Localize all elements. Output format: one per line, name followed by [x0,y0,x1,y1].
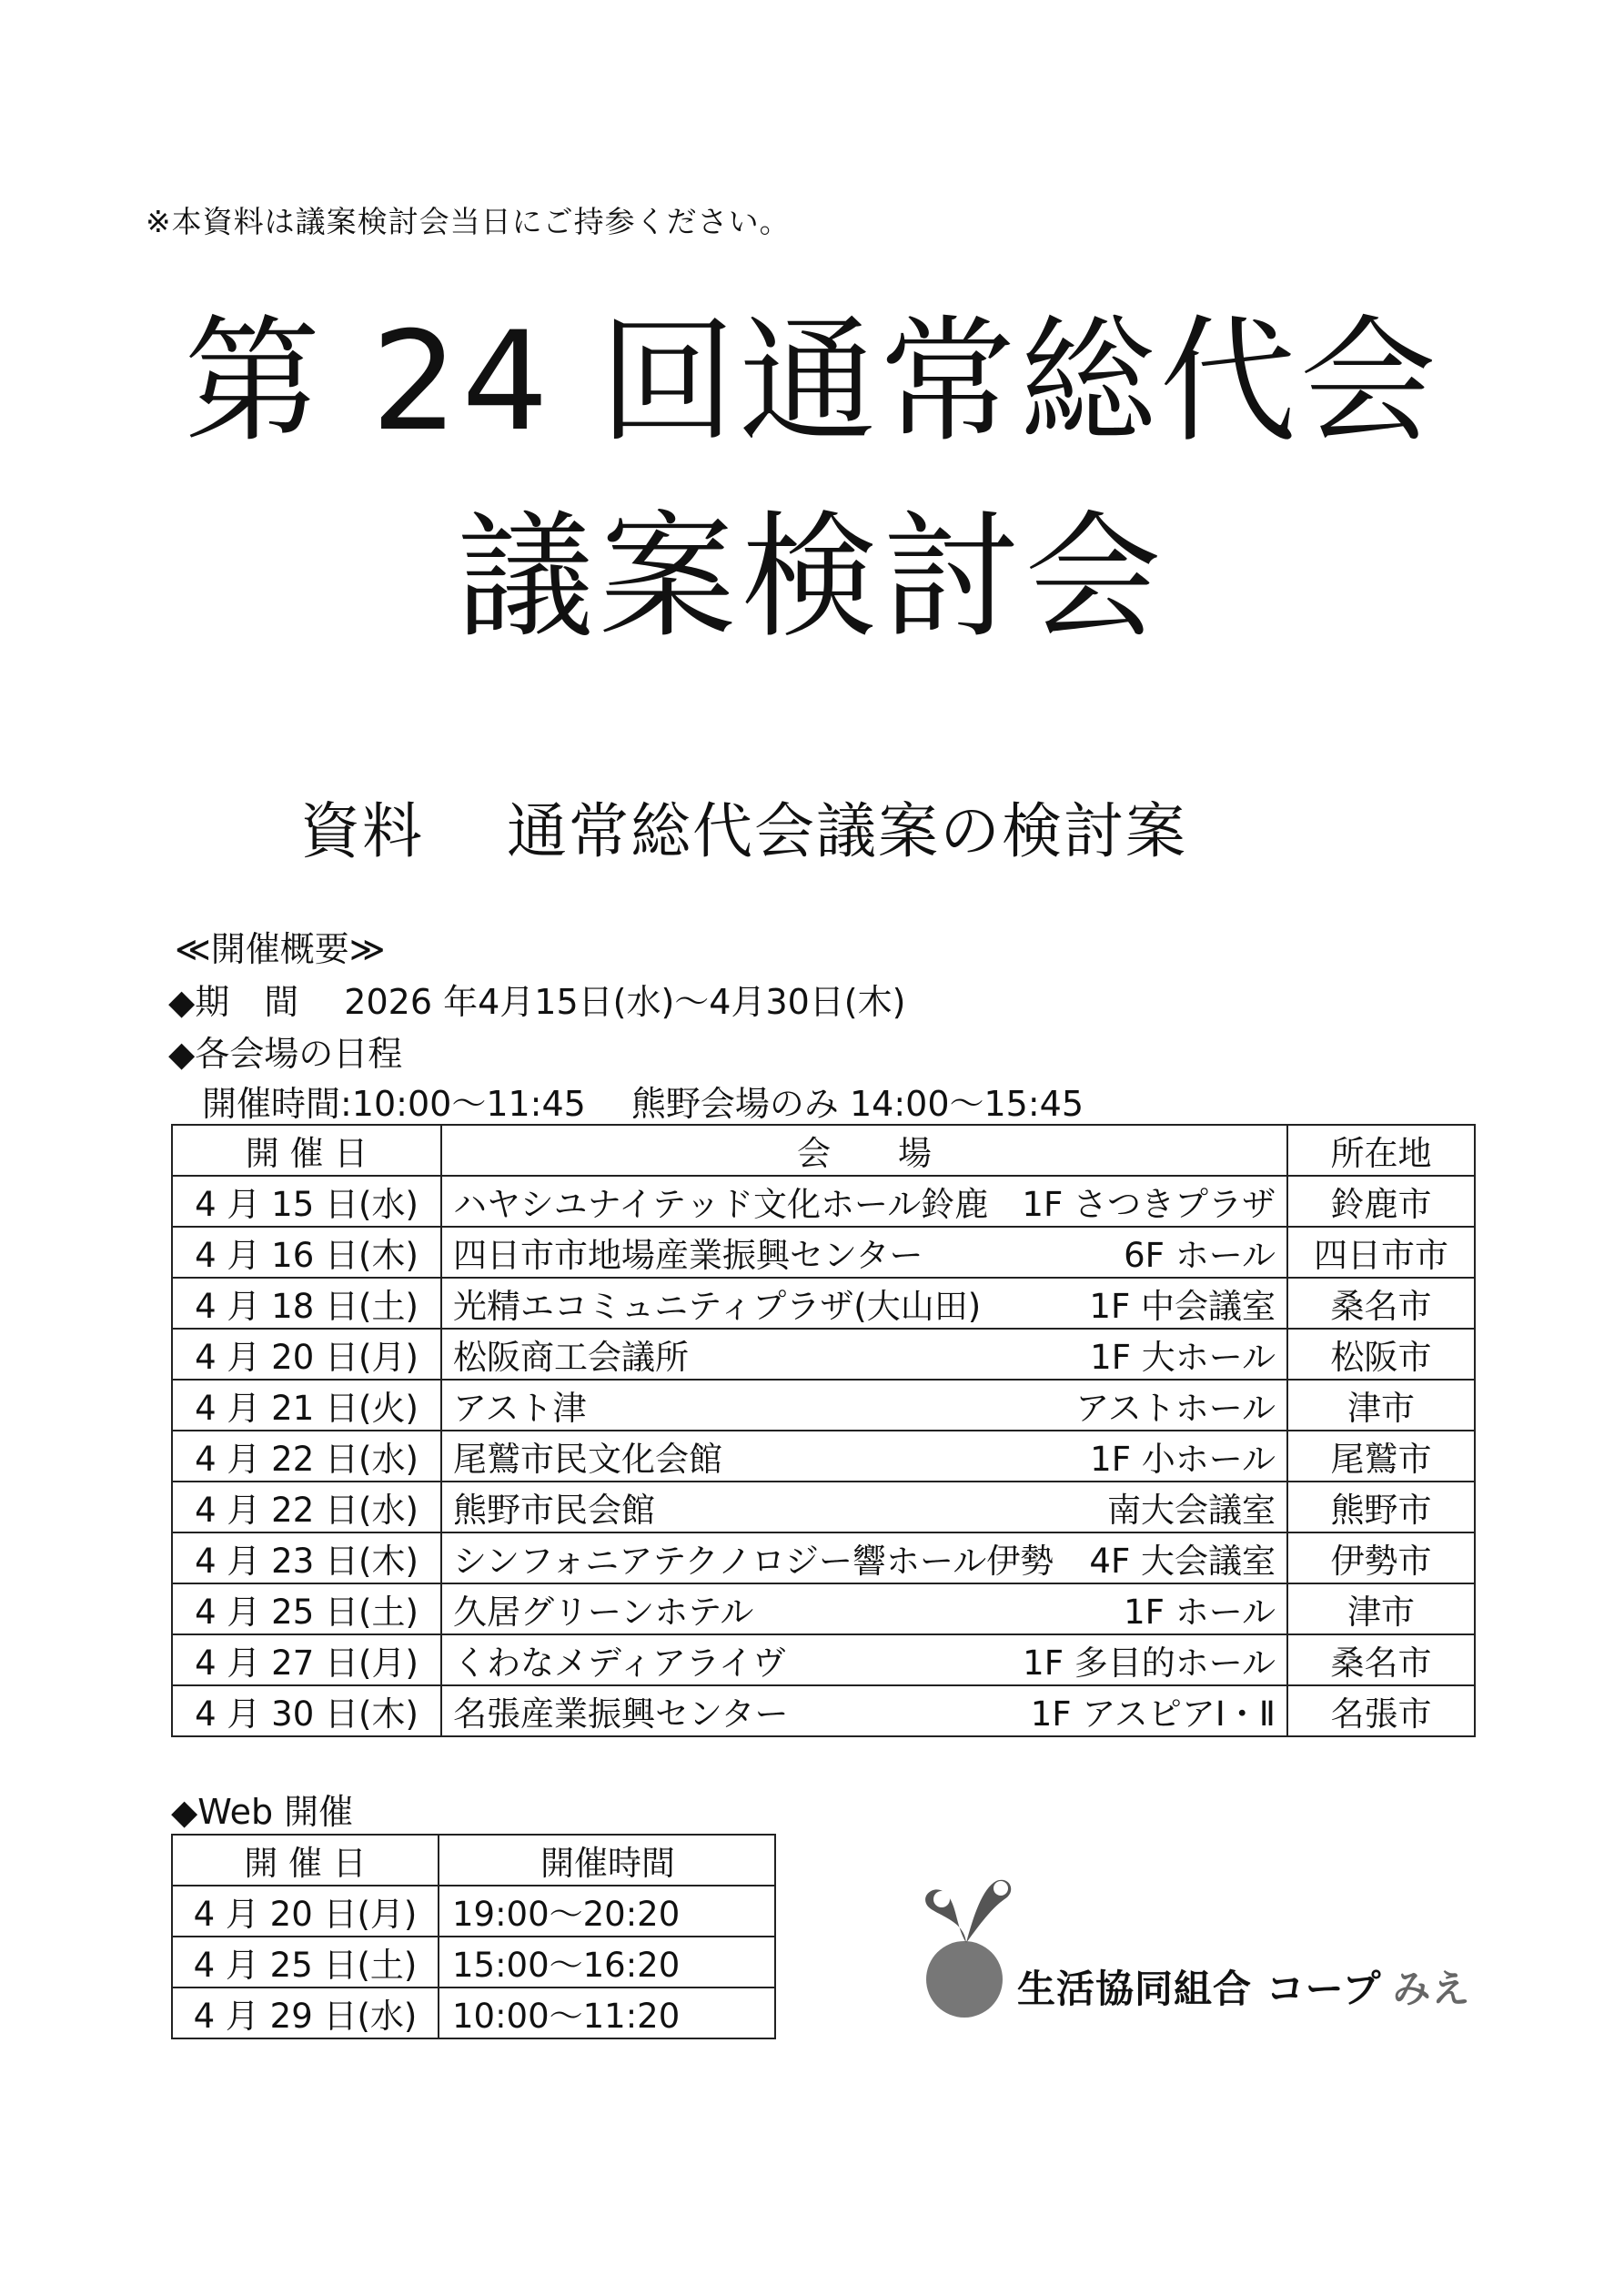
row-city: 鈴鹿市 [1287,1176,1475,1227]
row-date: 4 月 22 日(水) [172,1482,441,1532]
row-date: 4 月 30 日(木) [172,1685,441,1736]
row-date: 4 月 15 日(水) [172,1176,441,1227]
row-room: 4F 大会議室 [1089,1542,1276,1581]
row-venue-cell [441,1380,1287,1431]
row-city: 四日市市 [1287,1227,1475,1278]
web-table-header [172,1835,775,1886]
table-row [172,1685,1475,1736]
table-row [172,1634,1475,1685]
row-date: 4 月 23 日(木) [172,1532,441,1583]
row-date: 4 月 25 日(土) [172,1583,441,1634]
venue-table [171,1124,1476,1737]
row-room: 1F 大ホール [1090,1338,1276,1377]
web-row-date: 4 月 29 日(水) [172,1988,439,2038]
row-venue: 光精エコミュニティプラザ(大山田) [453,1287,982,1326]
row-room: 南大会議室 [1107,1491,1276,1530]
row-city: 桑名市 [1287,1634,1475,1685]
row-room: 6F ホール [1124,1236,1276,1275]
row-date: 4 月 18 日(土) [172,1278,441,1329]
row-venue: 熊野市民会館 [453,1491,655,1530]
header-city: 所在地 [1287,1125,1475,1176]
web-row-time: 15:00～16:20 [439,1937,775,1988]
row-venue: くわなメディアライヴ [453,1644,786,1683]
row-city: 桑名市 [1287,1278,1475,1329]
row-venue: 名張産業振興センター [453,1694,789,1734]
table-row [172,1329,1475,1380]
row-city: 熊野市 [1287,1482,1475,1532]
organization-name [1017,1959,1471,2014]
row-venue: シンフォニアテクノロジー響ホール伊勢 [453,1542,1054,1581]
row-venue-cell [441,1583,1287,1634]
row-room: 1F アスピアⅠ・Ⅱ [1030,1694,1276,1734]
row-venue: ハヤシユナイテッド文化ホール鈴鹿 [453,1185,989,1224]
row-venue-cell [441,1278,1287,1329]
row-date: 4 月 21 日(火) [172,1380,441,1431]
web-table [171,1834,776,2039]
table-row [172,1988,775,2038]
main-title-line2: 議案検討会 [457,499,1167,657]
row-room: 1F 中会議室 [1089,1287,1276,1326]
row-venue: 尾鷲市民文化会館 [453,1440,722,1479]
web-row-time: 19:00～20:20 [439,1886,775,1937]
venue-table-header [172,1125,1475,1176]
row-venue-cell [441,1634,1287,1685]
table-row [172,1176,1475,1227]
table-row [172,1431,1475,1482]
row-city: 津市 [1287,1583,1475,1634]
row-date: 4 月 20 日(月) [172,1329,441,1380]
subtitle: 資料 通常総代会議案の検討案 [300,796,1187,866]
web-row-date: 4 月 25 日(土) [172,1937,439,1988]
web-row-date: 4 月 20 日(月) [172,1886,439,1937]
row-city: 尾鷲市 [1287,1431,1475,1482]
table-row [172,1278,1475,1329]
row-date: 4 月 22 日(水) [172,1431,441,1482]
period-line: ◆期 間 2026 年4月15日(水)～4月30日(木) [168,982,906,1022]
web-header-date: 開 催 日 [172,1835,439,1886]
row-city: 名張市 [1287,1685,1475,1736]
row-room: アストホール [1075,1389,1276,1428]
row-venue-cell [441,1685,1287,1736]
row-date: 4 月 16 日(木) [172,1227,441,1278]
row-room: 1F ホール [1124,1593,1276,1632]
header-date: 開 催 日 [172,1125,441,1176]
web-header-time: 開催時間 [439,1835,775,1886]
table-row [172,1583,1475,1634]
row-venue: 松阪商工会議所 [453,1338,689,1377]
schedule-heading: ◆各会場の日程 [168,1034,403,1074]
table-row [172,1227,1475,1278]
row-venue-cell [441,1482,1287,1532]
row-room: 1F 多目的ホール [1023,1644,1276,1683]
row-room: 1F 小ホール [1090,1440,1276,1479]
row-city: 伊勢市 [1287,1532,1475,1583]
outline-heading: ≪開催概要≫ [175,929,386,969]
row-city: 松阪市 [1287,1329,1475,1380]
hours-line: 開催時間:10:00～11:45 熊野会場のみ 14:00～15:45 [202,1084,1084,1124]
row-venue-cell [441,1329,1287,1380]
row-venue-cell [441,1227,1287,1278]
notice-text: ※本資料は議案検討会当日にご持参ください。 [146,204,791,239]
row-date: 4 月 27 日(月) [172,1634,441,1685]
row-room: 1F さつきプラザ [1022,1185,1276,1224]
row-venue-cell [441,1431,1287,1482]
row-venue: 四日市市地場産業振興センター [453,1236,923,1275]
web-row-time: 10:00～11:20 [439,1988,775,2038]
web-heading: ◆Web 開催 [171,1792,354,1832]
row-city: 津市 [1287,1380,1475,1431]
org-name-text: 生活協同組合 コープ [1017,1967,1382,2011]
table-row [172,1482,1475,1532]
header-venue: 会 場 [441,1125,1287,1176]
row-venue: アスト津 [453,1389,587,1428]
table-row [172,1937,775,1988]
table-row [172,1886,775,1937]
row-venue: 久居グリーンホテル [453,1593,754,1632]
table-row [172,1380,1475,1431]
row-venue-cell [441,1176,1287,1227]
table-row [172,1532,1475,1583]
main-title-line1: 第 24 回通常総代会 [184,303,1440,461]
row-venue-cell [441,1532,1287,1583]
org-name-mie: みえ [1392,1967,1471,2011]
